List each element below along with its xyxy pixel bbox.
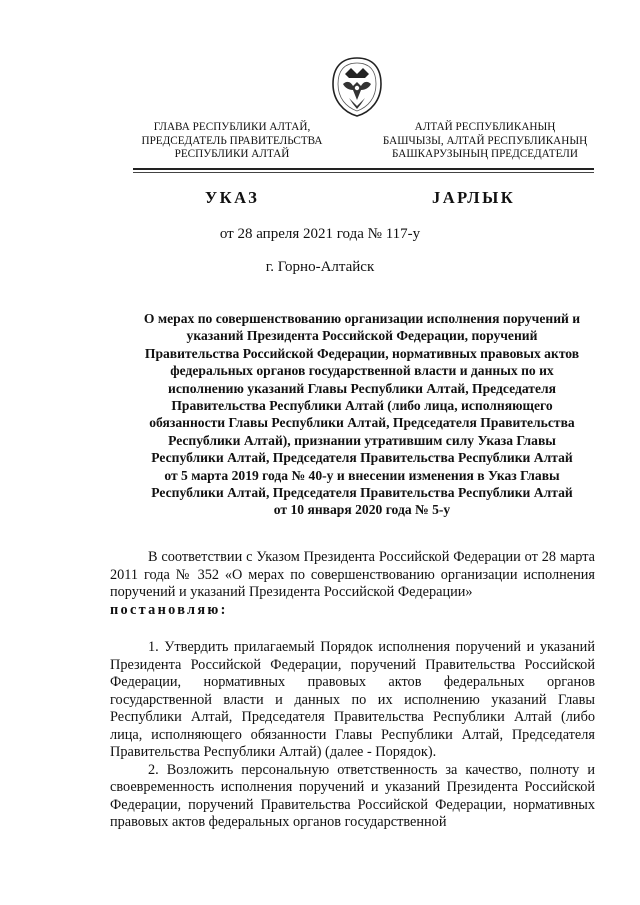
subject-line: от 10 января 2020 года № 5-у (273, 502, 451, 518)
document-date-number: от 28 апреля 2021 года № 117-у (219, 226, 421, 242)
header-right-line: АЛТАЙ РЕСПУБЛИКАНЫҢ (414, 121, 556, 133)
document-body (110, 549, 595, 832)
item-1-paragraph: 1. Утвердить прилагаемый Порядок исполнения поручений и указаний Президента Российской Федерации, поручений Правительства Российской Федерации, нормативных правовых актов федеральных органов государственной власти и данных по их исполнению указаний Главы Республики Алтай, Председателя Правительства Республики Алтай (либо лица, исполняющего обязанности Главы Республики Алтай, Председателя Правительства Республики Алтай) (далее - Порядок). (110, 639, 595, 760)
header-left-line: ПРЕДСЕДАТЕЛЬ ПРАВИТЕЛЬСТВА (141, 134, 323, 147)
header-divider-thin (133, 172, 594, 173)
header-right-line: БАШКАРУЗЫНЫҢ ПРЕДСЕДАТЕЛИ (392, 148, 578, 160)
subject-line: Республики Алтай, Председателя Правительства Республики Алтай (151, 485, 573, 501)
subject-line: исполнению указаний Главы Республики Алтай, Председателя (168, 380, 556, 396)
preamble-paragraph: В соответствии с Указом Президента Российской Федерации от 28 марта 2011 года № 352 «О мерах по совершенствованию организации исполнения поручений и указаний Президента Российской Федерации» (110, 549, 595, 600)
document-city: г. Горно-Алтайск (265, 259, 375, 275)
header-left-line: РЕСПУБЛИКИ АЛТАЙ (174, 148, 290, 160)
item-2-paragraph: 2. Возложить персональную ответственность за качество, полноту и своевременность исполнения поручений и указаний Президента Российской Федерации, поручений Правительства Российской Федерации, нормативных правовых актов федеральных органов государственной (110, 761, 595, 830)
subject-line: Правительства Республики Алтай (либо лица, исполняющего (171, 398, 553, 414)
header-left-block (118, 121, 346, 162)
subject-line: Республики Алтай), признании утратившим силу Указа Главы (168, 432, 556, 448)
subject-line: Республики Алтай, Председателя Правительства Республики Алтай (151, 450, 573, 466)
subject-line: Правительства Российской Федерации, нормативных правовых актов (144, 345, 580, 361)
coat-of-arms-emblem (329, 54, 385, 118)
subject-line: от 5 марта 2019 года № 40-у и внесении изменения в Указ Главы (164, 467, 560, 483)
subject-line: указаний Президента Российской Федерации, поручений (186, 328, 538, 344)
header-right-line: БАШЧЫЗЫ, АЛТАЙ РЕСПУБЛИКАНЫҢ (382, 134, 588, 147)
document-title-ru: УКАЗ (205, 188, 260, 207)
subject-line: О мерах по совершенствованию организации исполнения поручений и (143, 311, 581, 326)
header-left-line: ГЛАВА РЕСПУБЛИКИ АЛТАЙ, (153, 121, 311, 133)
subject-line: обязанности Главы Республики Алтай, Председателя Правительства (149, 415, 575, 431)
header-right-block (360, 121, 610, 162)
decree-word: постановляю: (110, 601, 228, 618)
header-divider-thick (133, 168, 594, 170)
document-subject (112, 310, 612, 519)
subject-line: федеральных органов государственной власти и данных по их (170, 363, 554, 379)
document-title-alt: ЈАРЛЫК (432, 188, 516, 207)
